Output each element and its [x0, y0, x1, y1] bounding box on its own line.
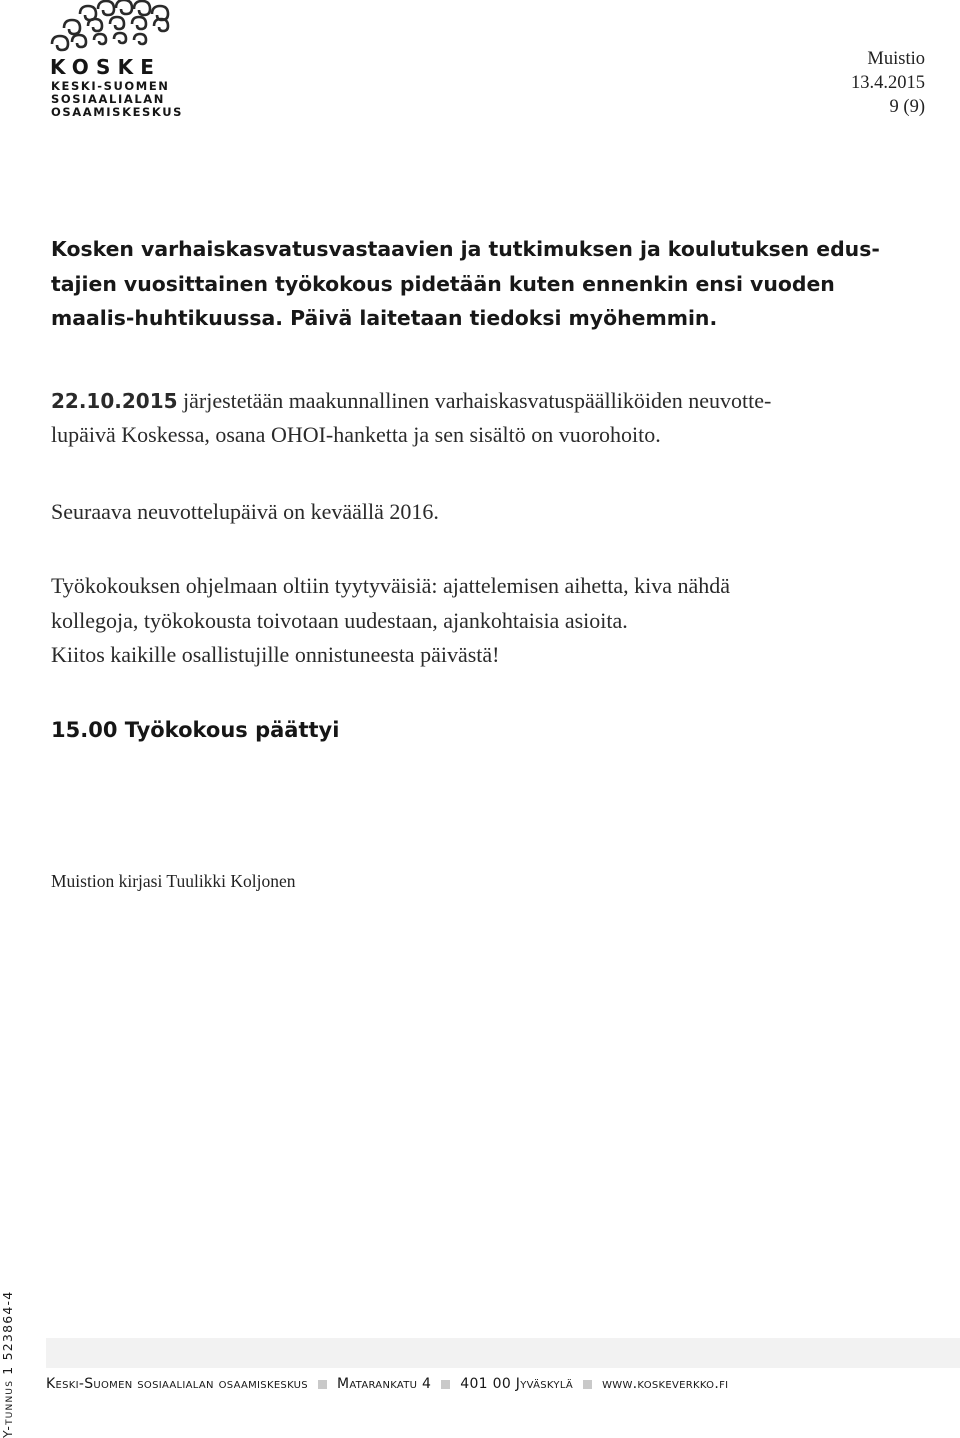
document-meta	[851, 47, 925, 119]
logo-line-1: KESKI-SUOMEN	[51, 79, 170, 93]
minutes-writer: Muistion kirjasi Tuulikki Koljonen	[51, 871, 296, 891]
footer-website[interactable]: www.koskeverkko.fi	[602, 1376, 729, 1392]
logo-name: KOSKE	[50, 55, 162, 79]
bold-paragraph-line-1: Kosken varhaiskasvatusvastaavien ja tutkimuksen ja koulutuksen edus-	[51, 237, 880, 261]
date-paragraph-line-1	[51, 384, 931, 419]
date-paragraph-text: järjestetään maakunnallinen varhaiskasvatuspäälliköiden neuvotte-	[177, 387, 772, 413]
footer-separator-icon	[441, 1380, 450, 1389]
footer-band	[46, 1338, 960, 1368]
footer-city: 401 00 Jyväskylä	[460, 1376, 574, 1392]
meeting-end-heading: 15.00 Työkokous päättyi	[51, 717, 340, 742]
thanks-line: Kiitos kaikille osallistujille onnistuneesta päivästä!	[51, 642, 500, 668]
footer-separator-icon	[583, 1380, 592, 1389]
business-id: Y-tunnus 1 523864-4	[0, 1290, 15, 1438]
page-number: 9 (9)	[889, 97, 925, 117]
bold-paragraph-line-2: tajien vuosittainen työkokous pidetään kuten ennenkin ensi vuoden	[51, 271, 835, 296]
document-date: 13.4.2015	[851, 73, 925, 93]
document-type: Muistio	[867, 49, 925, 69]
meeting-date: 22.10.2015	[51, 388, 178, 413]
feedback-line-2: kollegoja, työkokousta toivotaan uudestaan, ajankohtaisia asioita.	[51, 607, 628, 633]
greek-key-emblem-icon	[50, 0, 190, 56]
document-body	[51, 232, 931, 747]
footer-organization: Keski-Suomen sosiaalialan osaamiskeskus	[46, 1376, 308, 1392]
footer-street: Matarankatu 4	[336, 1376, 432, 1392]
footer-separator-icon	[318, 1380, 327, 1389]
logo-line-2: SOSIAALIALAN	[51, 92, 165, 106]
bold-paragraph-line-3: maalis-huhtikuussa. Päivä laitetaan tiedoksi myöhemmin.	[51, 306, 718, 331]
date-paragraph-line-2: lupäivä Koskessa, osana OHOI-hanketta ja sen sisältö on vuorohoito.	[51, 422, 661, 448]
logo-line-3: OSAAMISKESKUS	[51, 105, 184, 119]
koske-logo	[50, 0, 190, 122]
feedback-line-1: Työkokouksen ohjelmaan oltiin tyytyväisiä: ajattelemisen aihetta, kiva nähdä	[51, 573, 731, 599]
footer-contact	[46, 1375, 728, 1393]
next-meeting-text: Seuraava neuvottelupäivä on keväällä 2016.	[51, 498, 439, 524]
